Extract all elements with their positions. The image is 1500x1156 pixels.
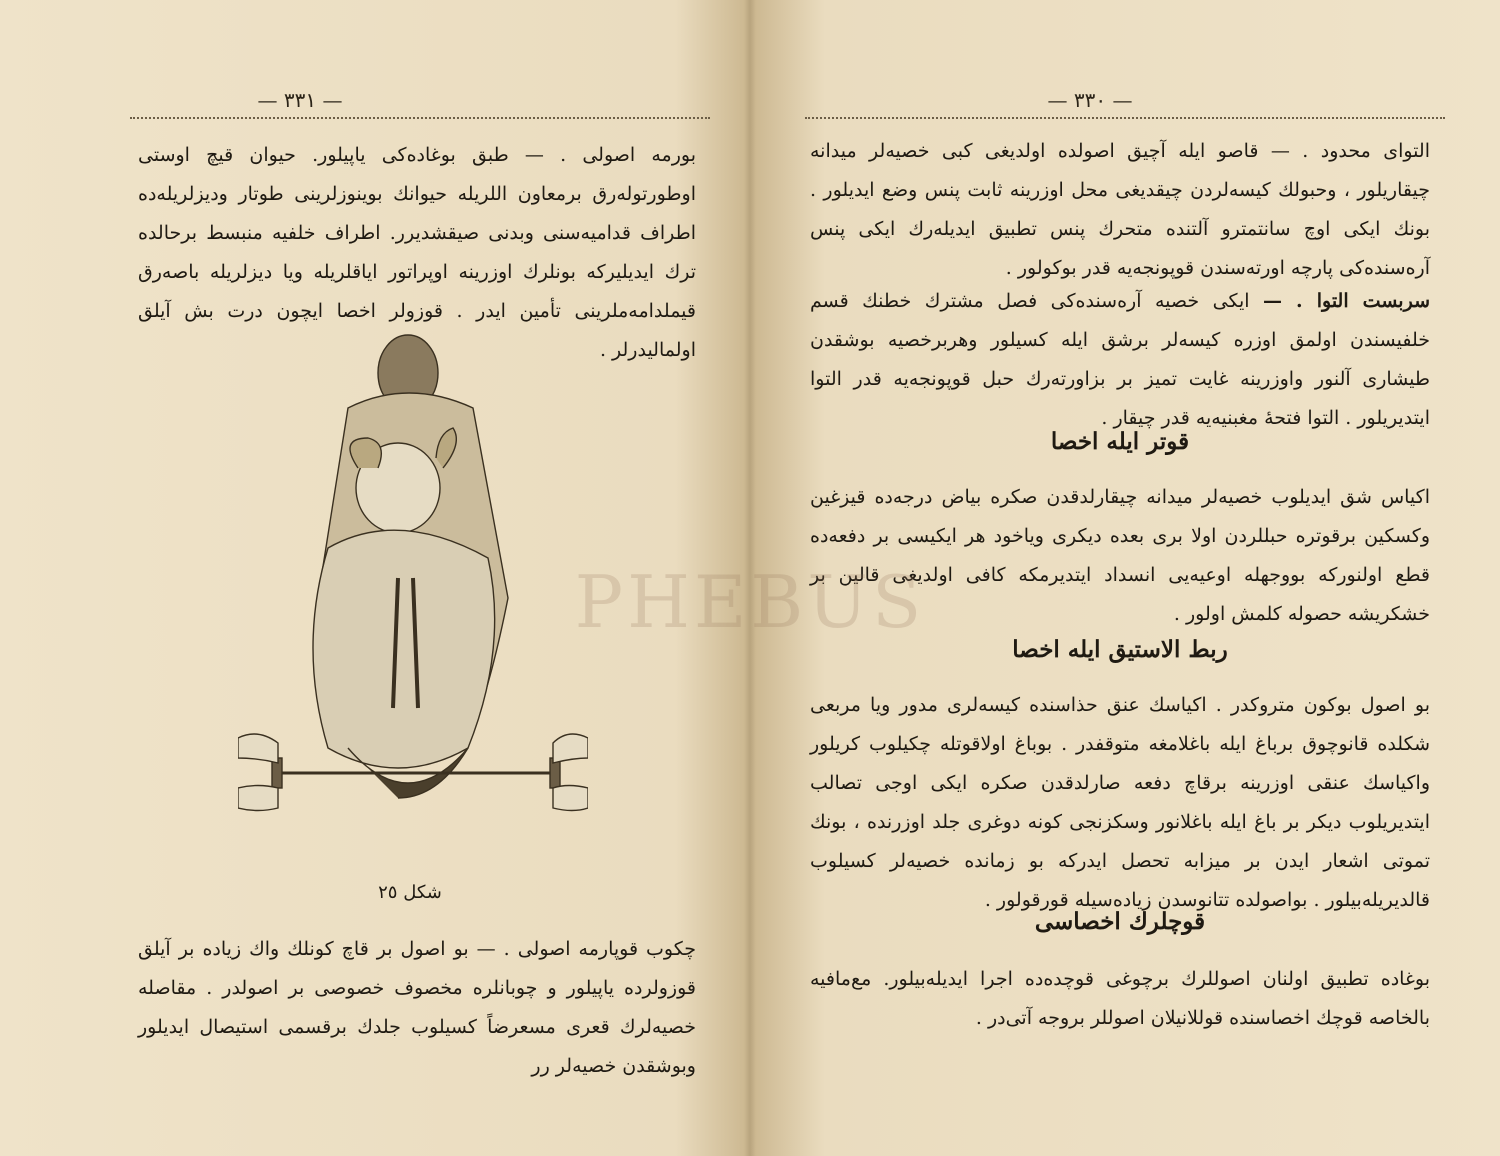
- hand-right-top: [553, 734, 588, 763]
- hand-right-bottom: [553, 786, 588, 811]
- page-number: — ٣٣٠ —: [1047, 88, 1133, 112]
- page-number: — ٣٣١ —: [257, 88, 343, 112]
- header-rule: [130, 117, 710, 119]
- paragraph-free-torsion: [810, 282, 1430, 438]
- paragraph-pulling-method: چکوب قوپارمه اصولی . — بو اصول بر قاچ کونلك واك زیاده بر آیلق قوزولرده یاپیلور و چوبانلره مخصوف خصوصی بر اصولدر . مقاصله خصیه‌لرك قعری مسعرضاً کسیلوب جلدك برقسمی استیصال ایدیلور وبوشقدن خصیه‌لر رر: [138, 938, 696, 1077]
- hand-left-bottom: [238, 786, 278, 811]
- paragraph-limited-torsion: التوای محدود . — قاصو ایله آچیق اصولده اولدیغی کبی خصیه‌لر میدانه چیقاریلور ، وحبولك کیسه‌لردن چیقدیغی محل اوزرینه ثابت پنس وضع ایدیلور . بونك ایکی اوچ سانتمترو آلتنده متحرك پنس تطبیق ایدیله‌رك ایکی پنس آره‌سنده‌کی پارچه اورته‌سندن قوپونجه‌یه قدر بوکولور .: [810, 140, 1430, 279]
- paragraph-ligature: بو اصول بوکون متروکدر . اکیاسك عنق حذاسنده کیسه‌لری مدور ویا مربعی شکلده قانوچوق برباغ ایله باغلامغه متوقفدر . بوباغ اولاقوتله چکیلوب کریلور واکیاسك عنقی اوزرینه برقاچ دفعه صارلدقدن صکره ایکی اوجی تصالب ایتدیریلوب دیکر بر باغ ایله باغلانور وسکزنجی کونه دوغری جلد اوزرنده ، بونك تموتی اشعار ایدن بر میزابه تحصل ایدرکه بو زمانده خصیه‌لر کسیلوب قالدیریله‌بیلور . بواصولده تتانوسدن زیاده‌سیله قورقولور .: [810, 694, 1430, 911]
- hand-left-top: [238, 734, 278, 763]
- sheep-castration-engraving: [238, 318, 588, 878]
- paragraph-rams: بوغاده تطبیق اولنان اصوللرك برچوغی قوچده‌ده اجرا ایدیله‌بیلور. مع‌مافیه بالخاصه قوچك اخصاسنده قوللانیلان اصوللر بروجه آتی‌در .: [810, 968, 1430, 1029]
- header-rule: [805, 117, 1445, 119]
- ram-horn: [350, 438, 381, 468]
- figure-caption: شکل ٢٥: [378, 882, 442, 903]
- paragraph-lead: سربست التوا . —: [1263, 290, 1430, 312]
- section-heading-cautery: قوتر ایله اخصا: [1050, 428, 1190, 455]
- paragraph-shearing-method: بورمه اصولی . — طبق بوغاده‌کی یاپیلور. حیوان قیچ اوستی اوطورتوله‌رق برمعاون اللریله حیوانك بوینوزلرینی طوتار ودیزلریله‌ده اطراف قدامیه‌سنی وبدنی صیقشدیرر. اطراف خلفیه منبسط برحالده ترك ایدیلیرکه بونلرك اوزرینه اوپراتور ایاقلریله ویا دیزلریله باصه‌رق قیملدامه‌ملرینی تأمین ایدر . قوزولر اخصا ایچون درت بش آیلق اولمالیدرلر .: [138, 144, 696, 361]
- sheep-body: [313, 530, 495, 768]
- section-heading-ligature: ربط الاستیق ایله اخصا: [1012, 636, 1228, 663]
- paragraph-body: ایکی خصیه آره‌سنده‌کی فصل مشترك خطنك قسم خلفیسندن اولمق اوزره کیسه‌لر برشق ایله کسیلور وهربرخصیه بوشقدن طیشاری آلنور واوزرینه غایت تمیز بر بزاورته‌رك حبل قوپونجه‌یه قدر التوا ایتدیریلور . التوا فتحهٔ مغبنیه‌یه قدر چیقار .: [810, 290, 1430, 429]
- watermark: PHEBUS: [574, 560, 926, 644]
- paragraph-cautery: اکیاس شق ایدیلوب خصیه‌لر میدانه چیقارلدقدن صکره بیاض درجه‌ده قیزغین وکسکین برقوتره حبللردن اولا بری بعده دیکری ویاخود هر ایکیسی بر دفعه‌ده قطع اولنورکه بووجهله اوعیه‌یی انسداد ایتدیرمکه کافی اولدیغی قالین بر خشکریشه حصوله کلمش اولور .: [810, 486, 1430, 625]
- section-heading-rams: قوچلرك اخصاسی: [1034, 908, 1206, 935]
